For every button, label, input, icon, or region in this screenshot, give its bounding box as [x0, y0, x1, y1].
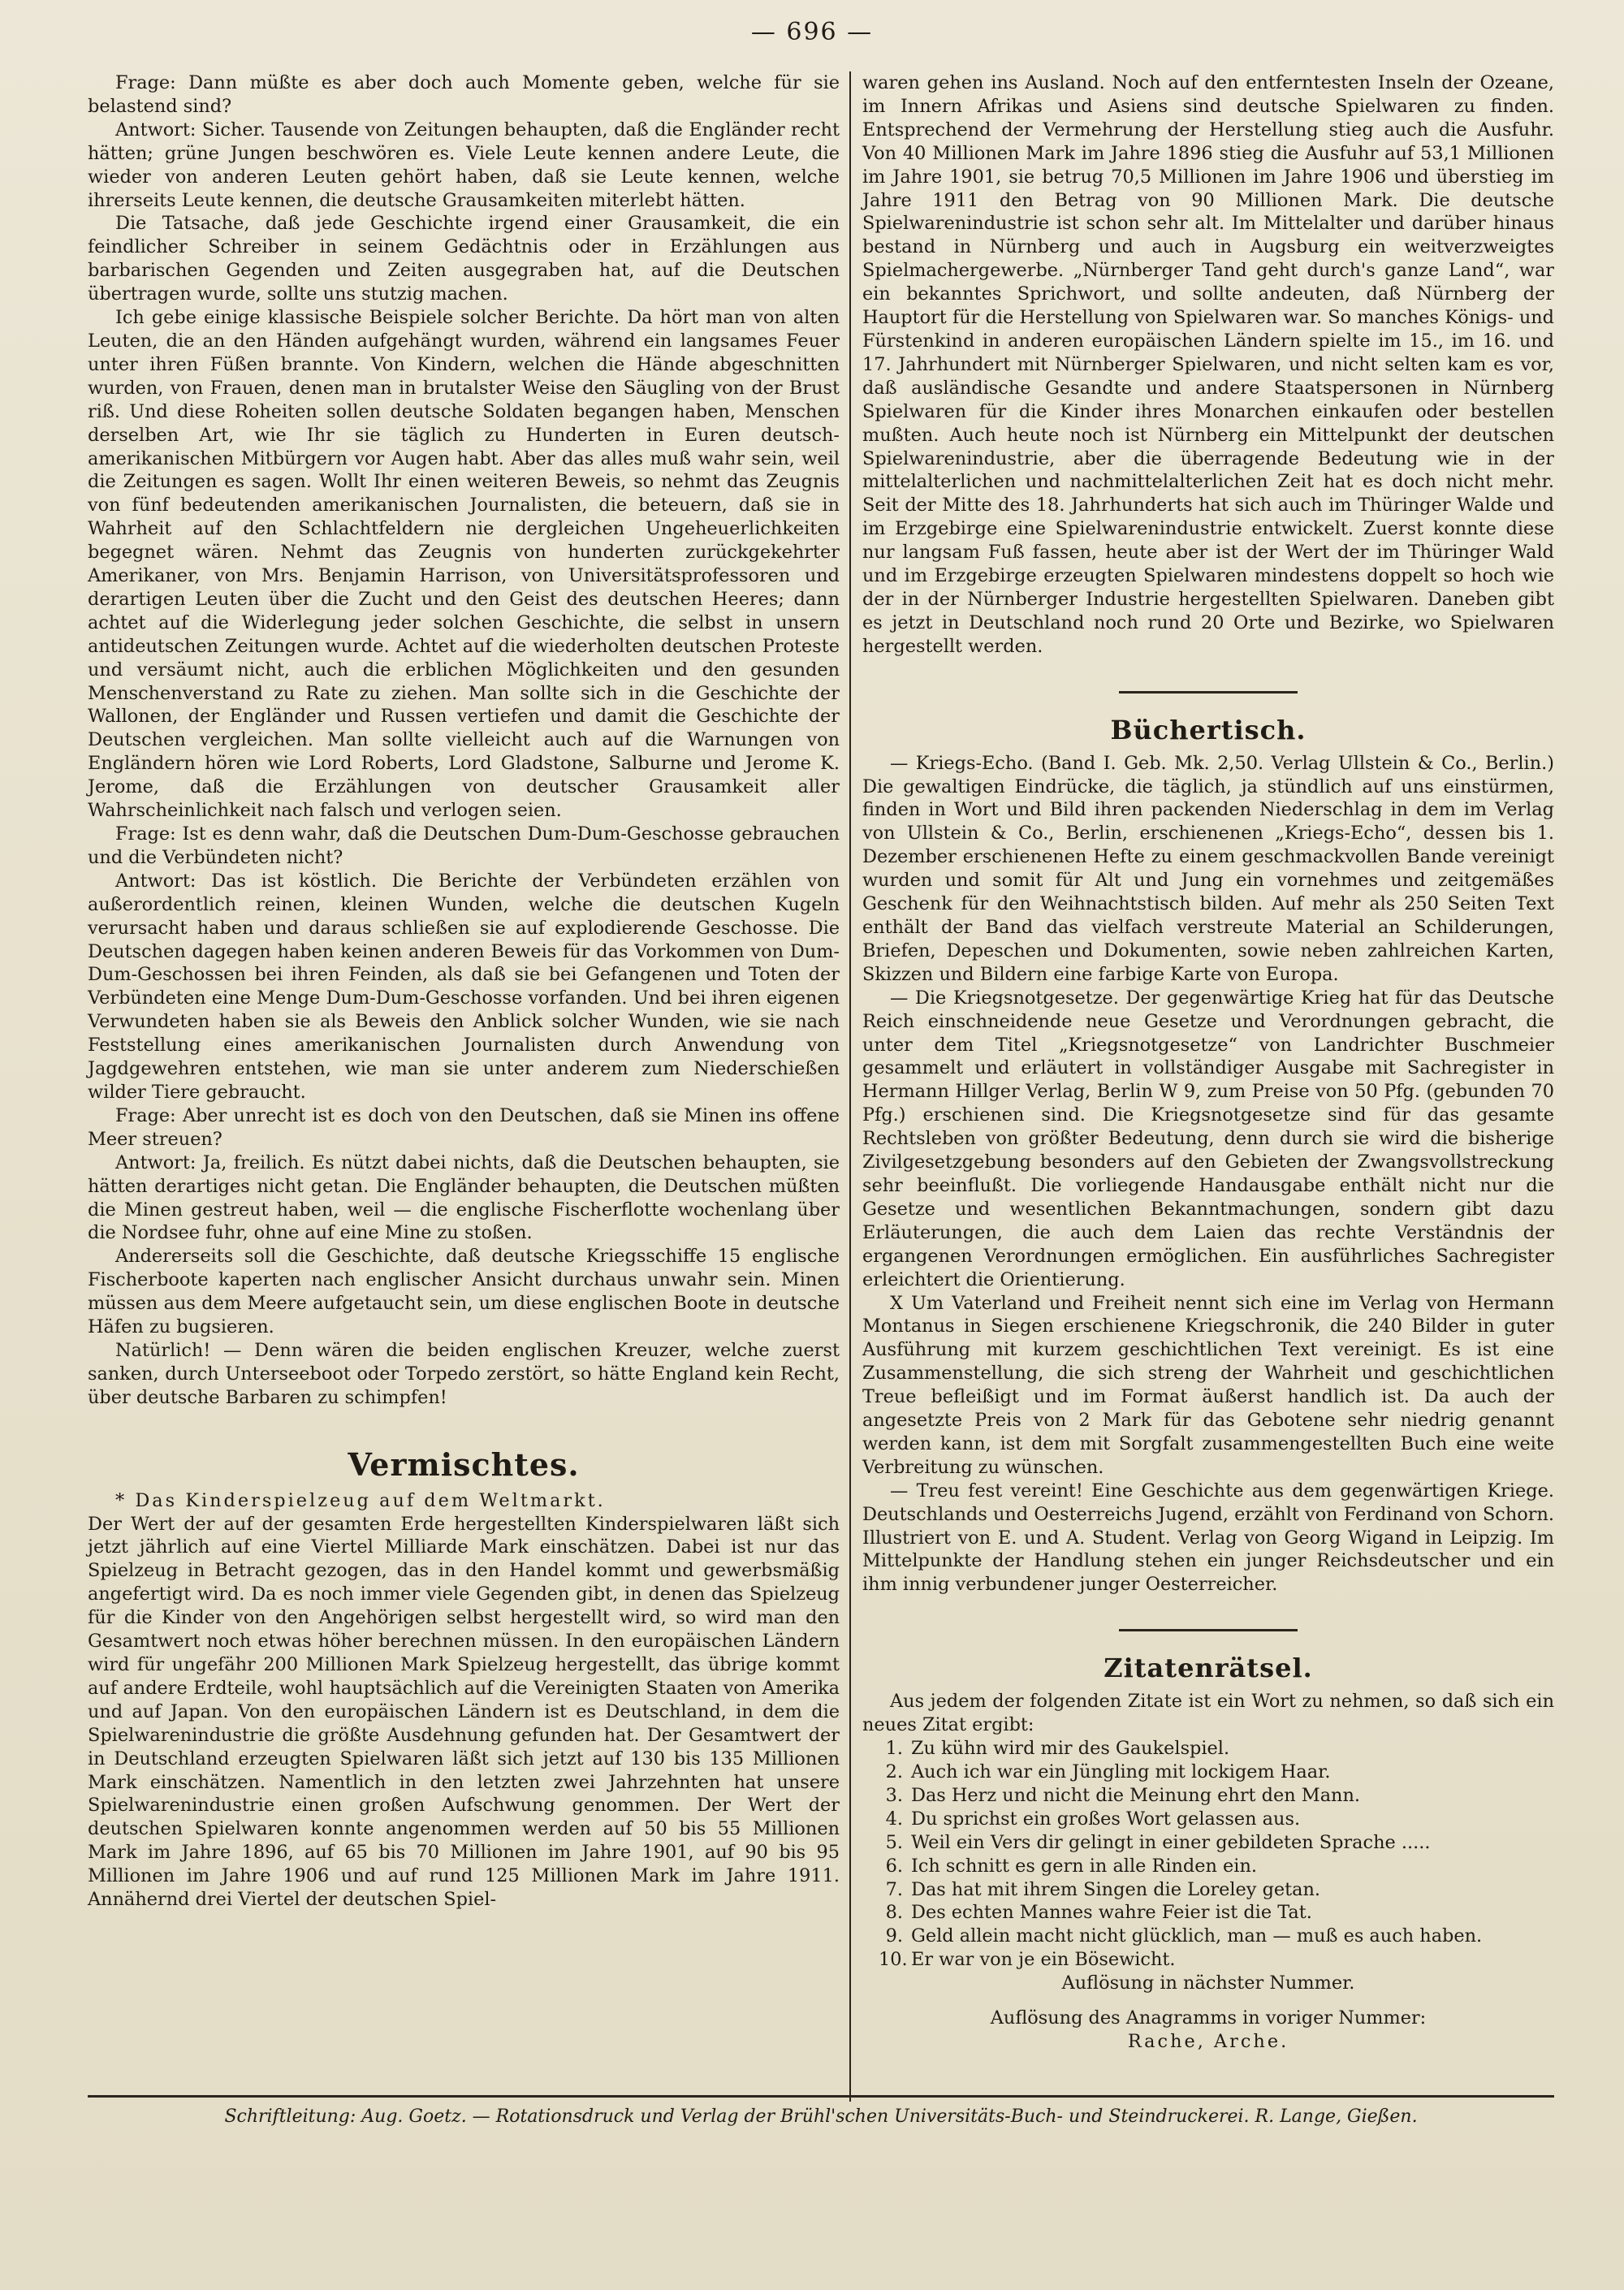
- list-item: [862, 1878, 1554, 1902]
- qa-paragraph: Ich gebe einige klassische Beispiele solcher Berichte. Da hört man von alten Leuten, die an den Händen aufgehängt wurden, während ein langsames Feuer unter ihren Füßen brannte. Von Kindern, welchen die Hände abgeschnitten wurden, von Frauen, denen man in brutalster Weise den Säugling von der Brust riß. Und diese Roheiten sollen deutsche Soldaten begangen haben, Menschen derselben Art, wie Ihr sie täglich zu Hunderten in Euren deutsch-amerikanischen Mitbürgern vor Augen habt. Aber das alles muß wahr sein, weil die Zeitungen es sagen. Wollt Ihr einen weiteren Beweis, so nehmt das Zeugnis von fünf bedeutenden amerikanischen Journalisten, die beteuern, daß sie in Wahrheit auf den Schlachtfeldern nie dergleichen Ungeheuerlichkeiten begegnet wären. Nehmt das Zeugnis von hunderten zurückgekehrter Amerikaner, von Mrs. Benjamin Harrison, von Universitätsprofessoren und derartigen Leuten über die Zucht und den Geist des deutschen Heeres; dann achtet auf die Widerlegung jeder solchen Geschichte, die selbst in unsern antideutschen Zeitungen wurde. Achtet auf die wiederholten deutschen Proteste und versäumt nicht, auch die erblichen Möglichkeiten und den gesunden Menschenverstand zu Rate zu ziehen. Man sollte sich in die Geschichte der Wallonen, der Engländer und Russen vertiefen und damit die Geschichte der Deutschen vergleichen. Man sollte vielleicht auch auf die Warnungen von Engländern hören wie Lord Roberts, Lord Gladstone, Salburne und Jerome K. Jerome, daß die Erzählungen von deutscher Grausamkeit aller Wahrscheinlichkeit nach falsch und verlogen seien.: [88, 307, 840, 822]
- book-review: X Um Vaterland und Freiheit nennt sich eine im Verlag von Hermann Montanus in Siegen erschienene Kriegschronik, die 240 Bilder in guter Ausführung mit kurzem geschichtlichen Text vereinigt. Es ist eine Zusammenstellung, die sich streng der Wahrheit und geschichtlichen Treue befleißigt und im Format äußerst handlich ist. Da auch der angesetzte Preis von 2 Mark für das Gebotene sehr niedrig genannt werden kann, ist dem mit Sorgfalt zusammengestellten Buch eine weite Verbreitung zu wünschen.: [862, 1292, 1554, 1478]
- item-number: 1.: [885, 1738, 903, 1760]
- book-review: — Kriegs-Echo. (Band I. Geb. Mk. 2,50. Verlag Ullstein & Co., Berlin.) Die gewaltigen Eindrücke, die täglich, ja stündlich auf uns einstürmen, finden in Wort und Bild ihren packenden Niederschlag in dem im Verlag von Ullstein & Co., Berlin, erschienenen „Kriegs-Echo“, dessen bis 1. Dezember erschienenen Hefte zu einem geschmackvollen Bande vereinigt wurden und somit für Alt und Jung ein vornehmes und zeitgemäßes Geschenk für den Weihnachtstisch bilden. Auf mehr als 250 Seiten Text enthält der Band das vielfach verstreute Material an Schilderungen, Briefen, Depeschen und Dokumenten, sowie neben zahlreichen Karten, Skizzen und Bildern eine farbige Karte von Europa.: [862, 752, 1554, 985]
- imprint-footer: Schriftleitung: Aug. Goetz. — Rotationsdruck und Verlag der Brühl'schen Universitäts-Buch- und Steindruckerei. R. Lange, Gießen.: [224, 2106, 1418, 2127]
- item-text: Weil ein Vers dir gelingt in einer gebildeten Sprache .....: [911, 1831, 1431, 1853]
- qa-paragraph: Antwort: Sicher. Tausende von Zeitungen behaupten, daß die Engländer recht hätten; grüne Jungen beschwören es. Viele Leute kennen andere Leute, die wieder von anderen Leuten gehört haben, daß sie Leute kennen, welche ihrerseits Leute kennen, die deutsche Grausamkeiten miterlebt hätten.: [88, 119, 840, 211]
- item-number: 4.: [885, 1808, 903, 1830]
- item-text: Er war von je ein Bösewicht.: [911, 1949, 1176, 1971]
- section-divider: [1119, 691, 1298, 693]
- column-divider: [849, 71, 851, 2102]
- article-heading: * Das Kinderspielzeug auf dem Weltmarkt.: [115, 1489, 606, 1511]
- qa-paragraph: Antwort: Ja, freilich. Es nützt dabei nichts, daß die Deutschen behaupten, sie hätten derartiges nicht getan. Die Engländer behaupten, die Deutschen müßten die Minen gestreut haben, weil — die englische Fischerflotte wochenlang über die Nordsee fuhr, ohne auf eine Mine zu stoßen.: [88, 1151, 840, 1244]
- item-number: 10.: [879, 1949, 908, 1971]
- item-text: Ich schnitt es gern in alle Rinden ein.: [911, 1855, 1258, 1877]
- puzzle-intro: Aus jedem der folgenden Zitate ist ein Wort zu nehmen, so daß sich ein neues Zitat ergibt:: [862, 1691, 1554, 1736]
- item-text: Das hat mit ihrem Singen die Loreley getan.: [911, 1878, 1321, 1900]
- item-number: 6.: [885, 1855, 903, 1877]
- book-review: — Die Kriegsnotgesetze. Der gegenwärtige Krieg hat für das Deutsche Reich einschneidende neue Gesetze und Verordnungen gebracht, die unter dem Titel „Kriegsnotgesetze“ von Landrichter Buschmeier gesammelt und erläutert in vollständiger Ausgabe mit Sachregister in Hermann Hillger Verlag, Berlin W 9, zum Preise von 50 Pfg. (gebunden 70 Pfg.) erschienen sind. Die Kriegsnotgesetze sind für das gesamte Rechtsleben von größter Bedeutung, denn durch sie wird die bisherige Zivilgesetzgebung besonders auf den Gebieten der Zwangsvollstreckung sehr beeinflußt. Die vorliegende Handausgabe enthält nicht nur die Gesetze und wesentlichen Bekanntmachungen, sondern gibt dazu Erläuterungen, die auch dem Laien das rechte Verständnis der ergangenen Verordnungen ermöglichen. Ein ausführliches Sachregister erleichtert die Orientierung.: [862, 987, 1554, 1290]
- qa-paragraph: Frage: Aber unrecht ist es doch von den Deutschen, daß sie Minen ins offene Meer streuen?: [88, 1104, 840, 1150]
- footer-divider: [88, 2095, 1554, 2098]
- item-number: 8.: [885, 1902, 903, 1924]
- item-text: Zu kühn wird mir des Gaukelspiel.: [911, 1738, 1230, 1760]
- qa-paragraph: Frage: Ist es denn wahr, daß die Deutschen Dum-Dum-Geschosse gebrauchen und die Verbündeten nicht?: [88, 823, 840, 868]
- item-text: Du sprichst ein großes Wort gelassen aus.: [911, 1808, 1301, 1830]
- left-column: [88, 71, 840, 1912]
- list-item: [862, 1925, 1554, 1948]
- qa-paragraph: Antwort: Das ist köstlich. Die Berichte der Verbündeten erzählen von außerordentlich reinen, kleinen Wunden, welche die deutschen Kugeln verursacht haben und daraus schließen sie auf explodierende Geschosse. Die Deutschen dagegen haben keinen anderen Beweis für das Vorkommen von Dum-Dum-Geschossen bei ihren Feinden, als daß sie bei Gefangenen und Toten der Verbündeten eine Menge Dum-Dum-Geschosse vorfanden. Und bei ihren eigenen Verwundeten haben sie als Beweis den Anblick solcher Wunden, wie sie nach Feststellung eines amerikanischen Journalisten durch Anwendung von Jagdgewehren entstehen, wie man sie unter anderem zum Niederschießen wilder Tiere gebraucht.: [88, 870, 840, 1103]
- qa-paragraph: Frage: Dann müßte es aber doch auch Momente geben, welche für sie belastend sind?: [88, 72, 840, 117]
- book-review: — Treu fest vereint! Eine Geschichte aus dem gegenwärtigen Kriege. Deutschlands und Oesterreichs Jugend, erzählt von Ferdinand von Schorn. Illustriert von E. und A. Student. Verlag von Georg Wigand in Leipzig. Im Mittelpunkte der Handlung stehen ein junger Reichsdeutscher und ein ihm innig verbundener junger Oesterreicher.: [862, 1480, 1554, 1596]
- item-text: Auch ich war ein Jüngling mit lockigem Haar.: [911, 1761, 1331, 1782]
- page-number: — 696 —: [750, 18, 874, 46]
- list-item: [862, 1784, 1554, 1808]
- article-continuation: waren gehen ins Ausland. Noch auf den entferntesten Inseln der Ozeane, im Innern Afrikas und Asiens sind deutsche Spielwaren zu finden. Entsprechend der Vermehrung der Herstellung stieg auch die Ausfuhr. Von 40 Millionen Mark im Jahre 1896 stieg die Ausfuhr auf 53,1 Millionen im Jahre 1901, sie betrug 70,5 Millionen im Jahre 1906 und überstieg im Jahre 1911 den Betrag von 90 Millionen Mark. Die deutsche Spielwarenindustrie ist schon sehr alt. Im Mittelalter und darüber hinaus bestand in Nürnberg und auch in Augsburg ein weitverzweigtes Spielmachergewerbe. „Nürnberger Tand geht durch's ganze Land“, war ein bekanntes Sprichwort, und sollte andeuten, daß Nürnberg der Hauptort für die Herstellung von Spielwaren war. So manches Königs- und Fürstenkind in anderen europäischen Ländern spielte im 15., im 16. und 17. Jahrhundert mit Nürnberger Spielwaren, und nicht selten kam es vor, daß ausländische Gesandte und andere Staatspersonen in Nürnberg Spielwaren für die Kinder ihres Monarchen einkaufen oder bestellen mußten. Auch heute noch ist Nürnberg ein Mittelpunkt der deutschen Spielwarenindustrie, aber die überragende Bedeutung wie in der mittelalterlichen und nachmittelalterlichen Zeit hat es doch nicht mehr. Seit der Mitte des 18. Jahrhunderts hat sich auch im Thüringer Walde und im Erzgebirge eine Spielwarenindustrie entwickelt. Zuerst konnte diese nur langsam Fuß fassen, heute aber ist der Wert der im Thüringer Wald und im Erzgebirge erzeugten Spielwaren mindestens doppelt so hoch wie der in der Nürnberger Industrie hergestellten Spielwaren. Daneben gibt es jetzt in Deutschland noch rund 20 Orte und Bezirke, wo Spielwaren hergestellt werden.: [862, 72, 1554, 657]
- item-number: 3.: [885, 1784, 903, 1806]
- article-text: Der Wert der auf der gesamten Erde hergestellten Kinderspielwaren läßt sich jetzt jährlich auf eine Viertel Milliarde Mark einschätzen. Dabei ist nur das Spielzeug in Betracht gezogen, das in den Handel kommt und gewerbsmäßig angefertigt wird. Da es noch immer viele Gegenden gibt, in denen das Spielzeug für die Kinder von den Angehörigen selbst hergestellt wird, so wird man den Gesamtwert noch etwas höher berechnen müssen. In den europäischen Ländern wird für ungefähr 200 Millionen Mark Spielzeug hergestellt, das übrige kommt auf andere Erdteile, wohl hauptsächlich auf die Vereinigten Staaten von Amerika und auf Japan. Von den europäischen Ländern ist es Deutschland, in dem die Spielwarenindustrie die größte Ausdehnung gefunden hat. Der Gesamtwert der in Deutschland erzeugten Spielwaren läßt sich jetzt auf 130 bis 135 Millionen Mark einschätzen. Namentlich in den letzten zwei Jahrzehnten hat unsere Spielwarenindustrie einen großen Aufschwung genommen. Der Wert der deutschen Spielwaren konnte angenommen werden auf 50 bis 55 Millionen Mark im Jahre 1896, auf 65 bis 70 Millionen im Jahre 1901, auf 90 bis 95 Millionen im Jahre 1906 und auf rund 125 Millionen Mark im Jahre 1911. Annähernd drei Viertel der deutschen Spiel-: [88, 1513, 840, 1911]
- qa-paragraph: Natürlich! — Denn wären die beiden englischen Kreuzer, welche zuerst sanken, durch Unterseeboot oder Torpedo zerstört, so hätte England kein Recht, über deutsche Barbaren zu schimpfen!: [88, 1339, 840, 1408]
- anagram-answer: Rache, Arche.: [1127, 2030, 1289, 2052]
- section-divider: [1119, 1629, 1298, 1631]
- item-text: Das Herz und nicht die Meinung ehrt den Mann.: [911, 1784, 1361, 1806]
- list-item: [862, 1761, 1554, 1784]
- section-title-buechertisch: Büchertisch.: [1110, 714, 1307, 745]
- quote-list: [862, 1737, 1554, 1972]
- right-column: [862, 71, 1554, 2054]
- item-number: 5.: [885, 1831, 903, 1853]
- list-item: [862, 1737, 1554, 1761]
- section-title-zitatenraetsel: Zitatenrätsel.: [1104, 1653, 1313, 1684]
- item-number: 2.: [885, 1761, 903, 1782]
- list-item: [862, 1948, 1554, 1972]
- item-text: Geld allein macht nicht glücklich, man — muß es auch haben.: [911, 1925, 1483, 1947]
- qa-paragraph: Andererseits soll die Geschichte, daß deutsche Kriegsschiffe 15 englische Fischerboote kaperten nach englischer Ansicht durchaus unwahr sein. Minen müssen aus dem Meere aufgetaucht sein, um diese englischen Boote in deutsche Häfen zu bugsieren.: [88, 1246, 840, 1338]
- list-item: [862, 1855, 1554, 1878]
- anagram-heading: Auflösung des Anagramms in voriger Nummer:: [990, 2007, 1427, 2029]
- list-item: [862, 1831, 1554, 1855]
- item-text: Des echten Mannes wahre Feier ist die Tat.: [911, 1902, 1312, 1924]
- list-item: [862, 1808, 1554, 1831]
- item-number: 9.: [885, 1925, 903, 1947]
- qa-paragraph: Die Tatsache, daß jede Geschichte irgend einer Grausamkeit, die ein feindlicher Schreiber in seinem Gedächtnis oder in Erzählungen aus barbarischen Gegenden und Zeiten ausgegraben hat, auf die Deutschen übertragen wurde, sollte uns stutzig machen.: [88, 213, 840, 305]
- list-item: [862, 1901, 1554, 1925]
- item-number: 7.: [885, 1878, 903, 1900]
- solution-note: Auflösung in nächster Nummer.: [1061, 1972, 1355, 1994]
- section-title-vermischtes: Vermischtes.: [348, 1445, 580, 1483]
